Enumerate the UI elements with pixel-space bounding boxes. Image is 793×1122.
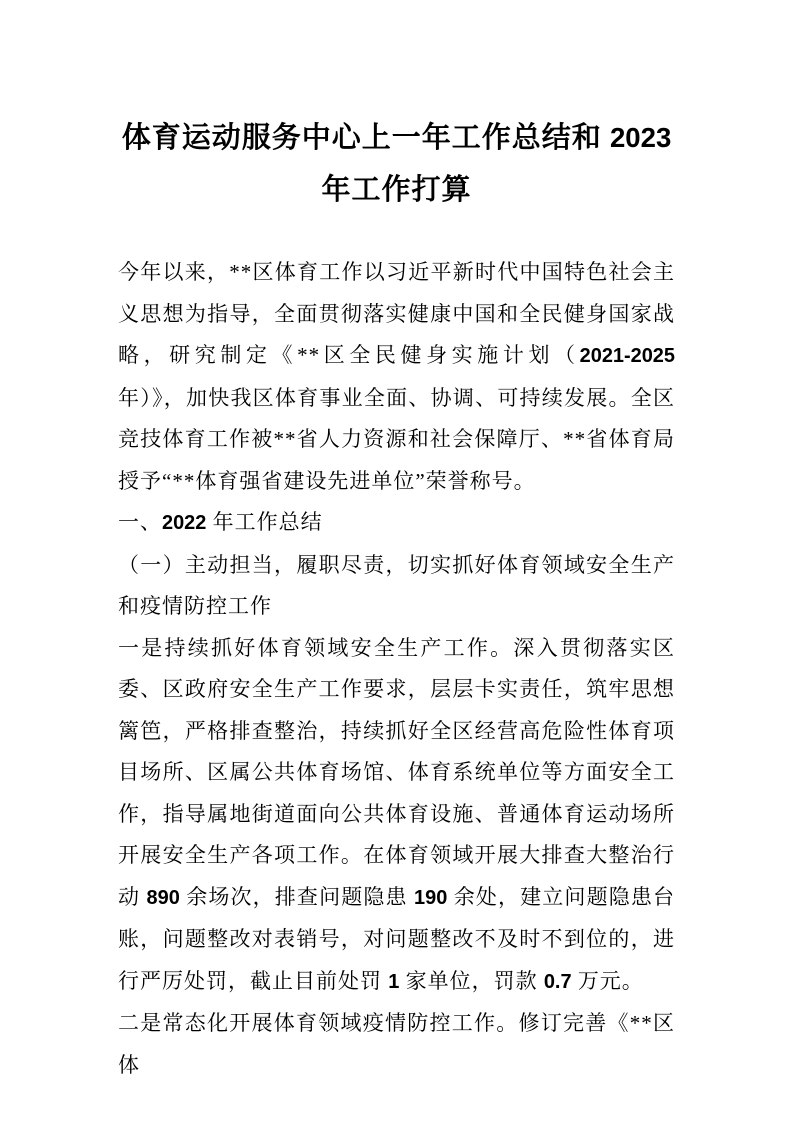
section-heading-2022-work-summary: 一、2022 年工作总结 <box>118 510 323 534</box>
document-title: 体育运动服务中心上一年工作总结和 2023 年工作打算 <box>121 122 672 206</box>
body-paragraph-epidemic-prevention: 二是常态化开展体育领域疫情防控工作。修订完善《**区体 <box>118 1011 675 1077</box>
intro-paragraph: 今年以来，**区体育工作以习近平新时代中国特色社会主义思想为指导，全面贯彻落实健康中国和全民健身国家战略，研究制定《**区全民健身实施计划（2021-2025 年）》，加快我区体育事业全面、协调、可持续发展。全区竞技体育工作被**省人力资源和社会保障厅、**省体育局授予“**体育强省建设先进单位”荣誉称号。 <box>118 260 675 493</box>
subsection-heading-safety-and-epidemic: （一）主动担当，履职尽责，切实抓好体育领域安全生产和疫情防控工作 <box>118 552 675 618</box>
body-paragraph-safety-production: 一是持续抓好体育领域安全生产工作。深入贯彻落实区委、区政府安全生产工作要求，层层卡实责任，筑牢思想篱笆，严格排查整治，持续抓好全区经营高危险性体育项目场所、区属公共体育场馆、体育系统单位等方面安全工作，指导属地街道面向公共体育设施、普通体育运动场所开展安全生产各项工作。在体育领域开展大排查大整治行动 890 余场次，排查问题隐患 190 余处，建立问题隐患台账，问题整改对表销号，对问题整改不及时不到位的，进行严厉处罚，截止目前处罚 1 家单位，罚款 0.7 万元。 <box>118 635 676 993</box>
